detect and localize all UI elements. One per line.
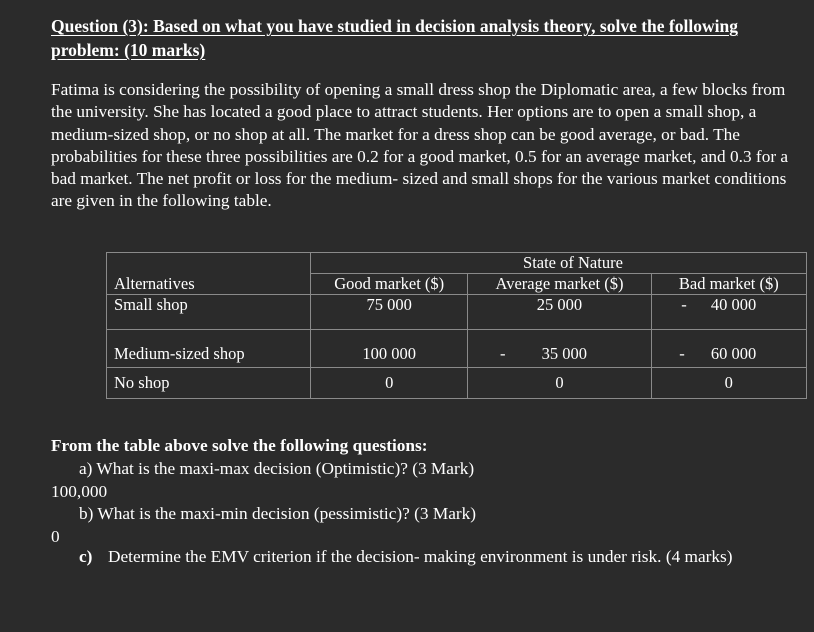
answer-b: 0: [51, 527, 60, 546]
table-header-row-1: [107, 253, 807, 274]
answer-a: 100,000: [51, 482, 108, 501]
alternatives-header: Alternatives: [107, 274, 311, 295]
question-c: [79, 546, 759, 568]
negative-sign: -: [681, 295, 687, 314]
table-row: [107, 330, 807, 368]
cell-no-bad: 0: [651, 368, 806, 399]
cell-no-good: 0: [311, 368, 468, 399]
cell-small-good: 75 000: [311, 295, 468, 330]
question-a: a) What is the maxi-max decision (Optimistic)? (3 Mark): [79, 459, 475, 478]
table-row: [107, 368, 807, 399]
cell-medium-good: 100 000: [311, 330, 468, 368]
payoff-table: [106, 252, 807, 399]
cell-small-bad-value: 40 000: [710, 295, 757, 314]
alternative-no-shop: No shop: [107, 368, 311, 399]
average-market-header: Average market ($): [468, 274, 651, 295]
negative-sign: -: [679, 344, 685, 363]
question-b: b) What is the maxi-min decision (pessimistic)? (3 Mark): [79, 504, 477, 523]
cell-no-average: 0: [468, 368, 651, 399]
cell-medium-average-value: 35 000: [541, 344, 587, 363]
cell-small-bad: [651, 295, 806, 330]
alternative-small-shop: Small shop: [107, 295, 311, 330]
cell-medium-bad: [651, 330, 806, 368]
good-market-header: Good market ($): [311, 274, 468, 295]
table-corner-cell: [107, 253, 311, 274]
table-header-row-2: [107, 274, 807, 295]
questions-intro: From the table above solve the following questions:: [51, 436, 428, 455]
cell-medium-average: [468, 330, 651, 368]
question-title: Question (3): Based on what you have studied in decision analysis theory, solve the following problem: (10 marks): [51, 16, 738, 60]
bad-market-header: Bad market ($): [651, 274, 806, 295]
state-of-nature-header: State of Nature: [311, 253, 807, 274]
problem-paragraph: Fatima is considering the possibility of opening a small dress shop the Diplomatic area, a few blocks from the university. She has located a good place to attract students. Her options are to open a small shop, a medium-sized shop, or no shop at all. The market for a dress shop can be good average, or bad. The probabilities for these three possibilities are 0.2 for a good market, 0.5 for an average market, and 0.3 for a bad market. The net profit or loss for the medium- sized and small shops for the various market conditions are given in the following table.: [51, 80, 789, 211]
cell-medium-bad-value: 60 000: [710, 344, 757, 363]
negative-sign: -: [499, 344, 506, 363]
question-c-text: Determine the EMV criterion if the decision- making environment is under risk. (4 marks): [108, 547, 733, 566]
table-row: [107, 295, 807, 330]
cell-small-average: 25 000: [468, 295, 651, 330]
alternative-medium-shop: Medium-sized shop: [107, 330, 311, 368]
question-c-label: c): [79, 547, 93, 566]
